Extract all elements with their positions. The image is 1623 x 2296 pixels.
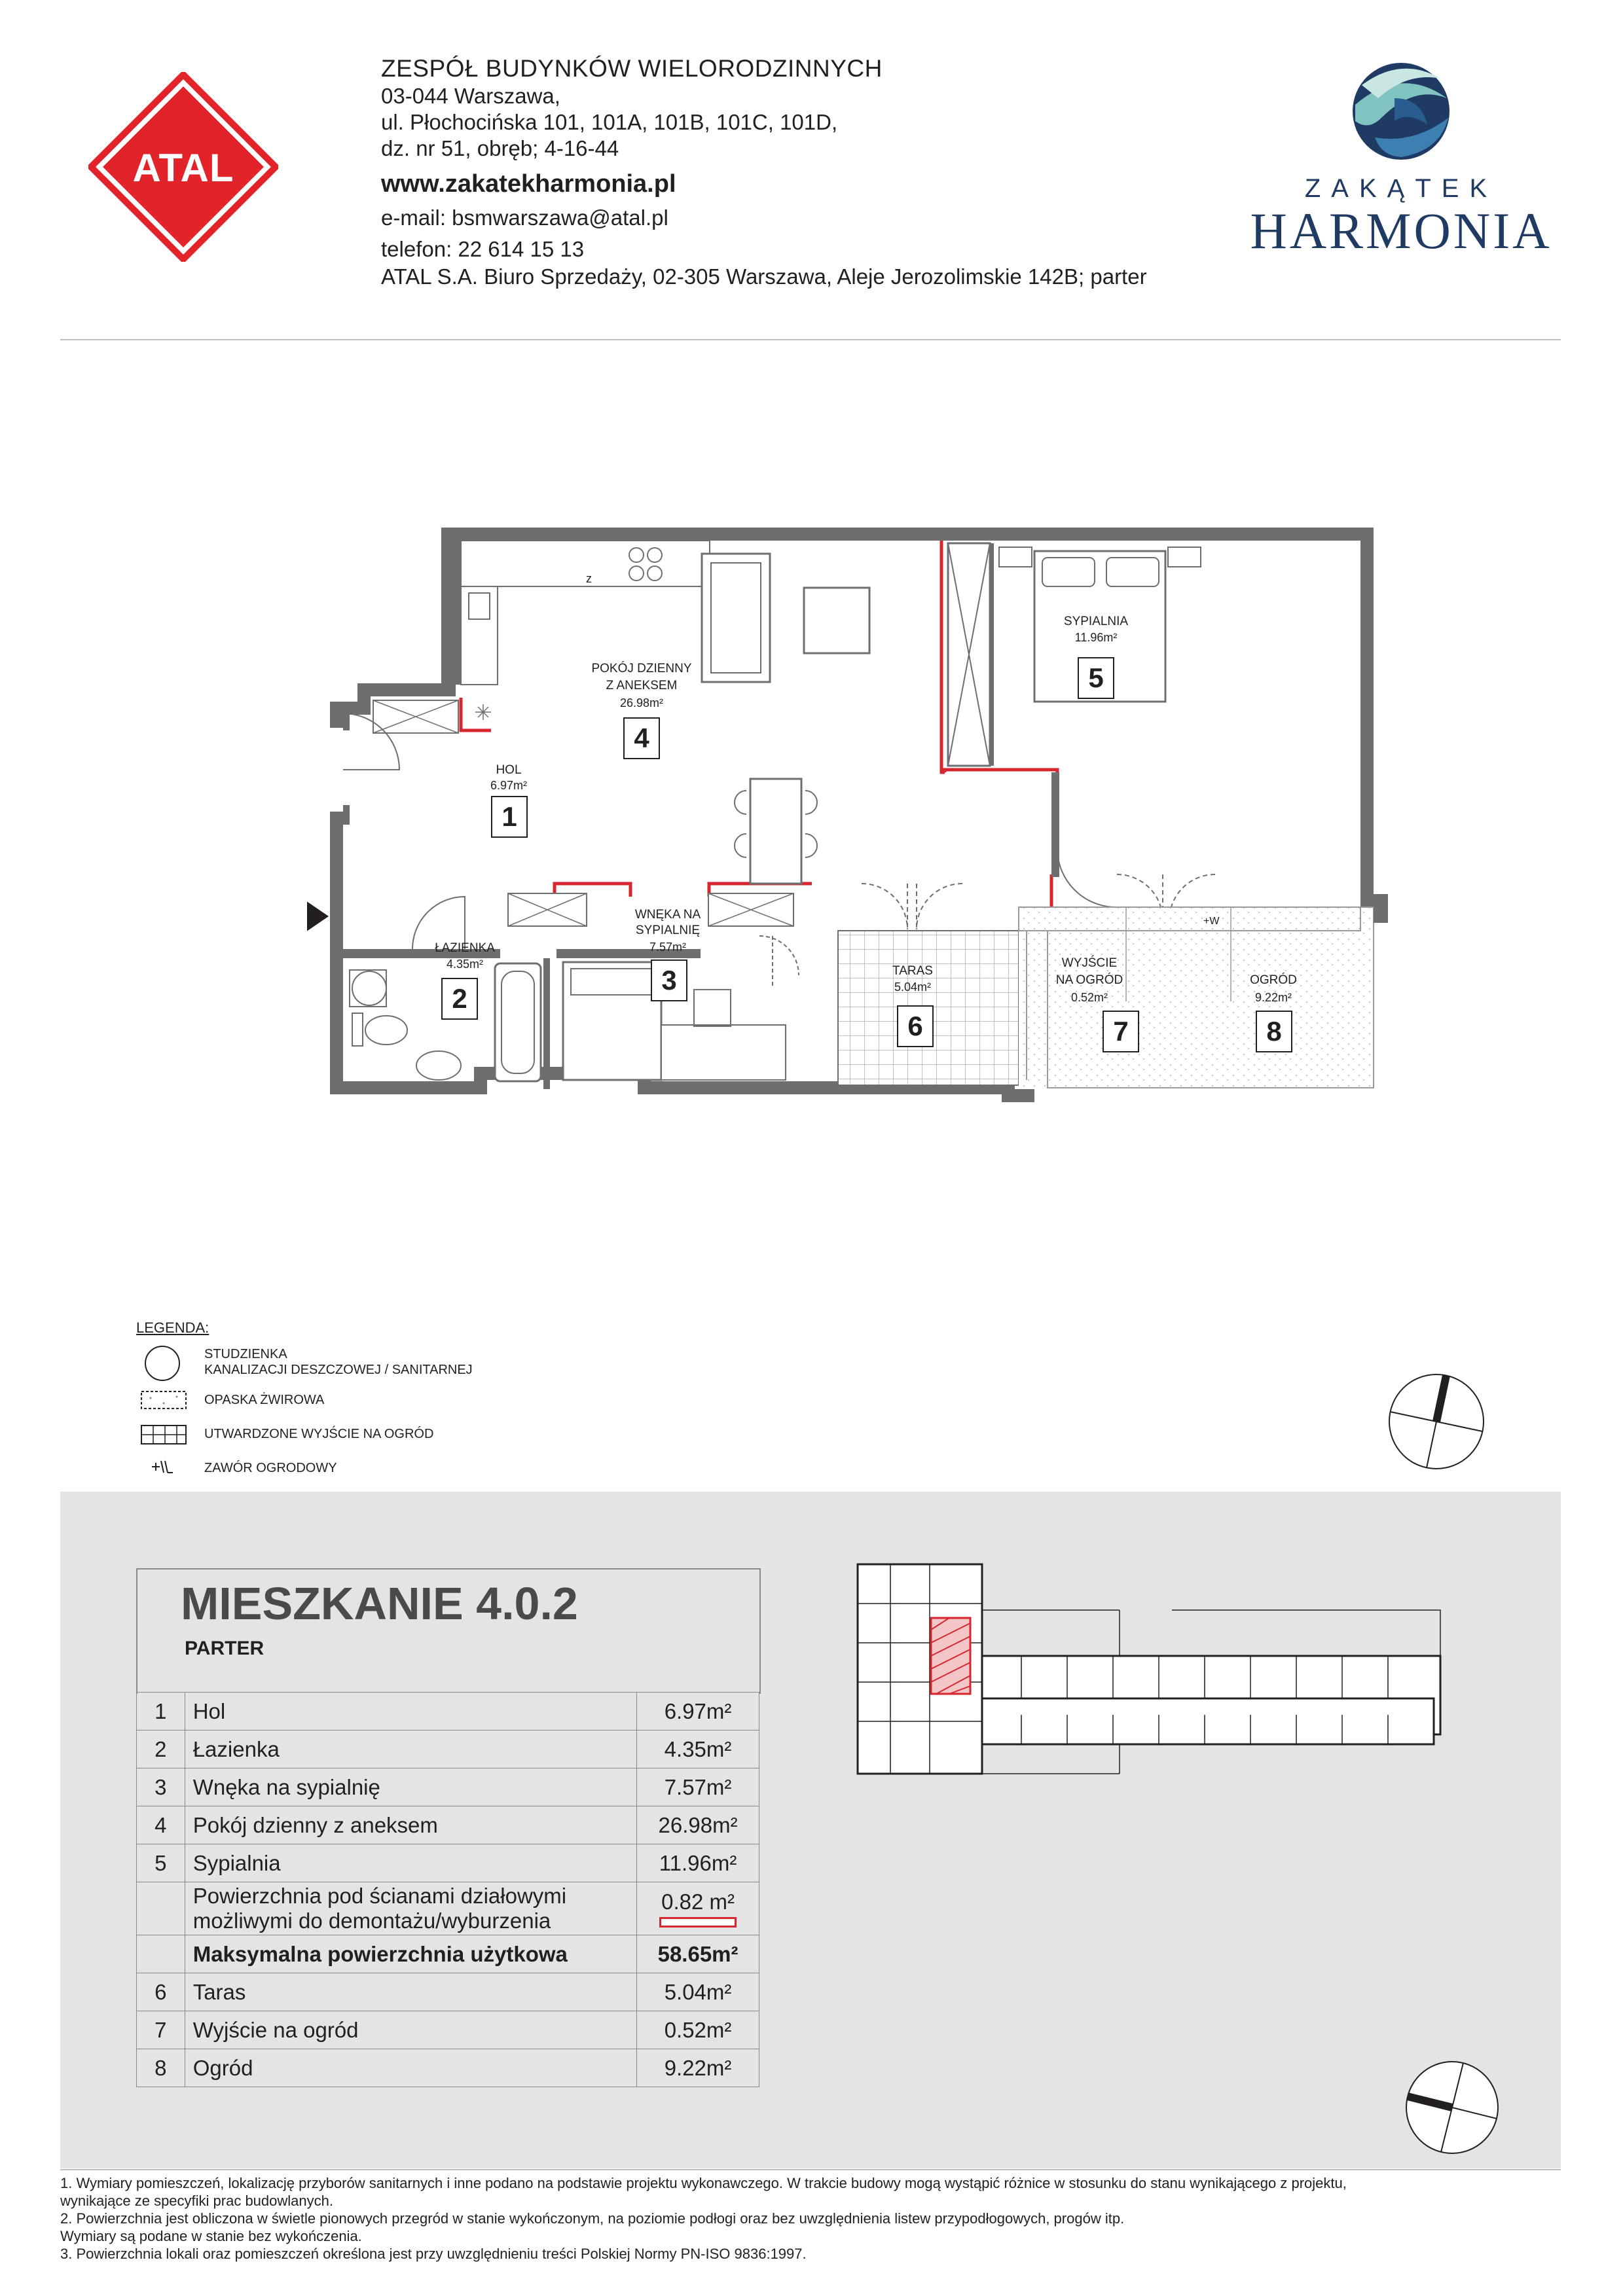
room-7-area: 0.52m² [1070, 991, 1108, 1004]
table-row [137, 1844, 759, 1882]
walls-row-value: 0.82 m² [661, 1890, 735, 1914]
rooms-table [136, 1692, 759, 2087]
room-1-area: 6.97m² [490, 779, 528, 792]
table-row [137, 1731, 759, 1768]
manhole-circle-icon [143, 1344, 182, 1383]
room-4-number: 4 [623, 717, 660, 759]
walls-row-line2: możliwymi do demontażu/wyburzenia [192, 1909, 551, 1933]
legend-gravel-text: OPASKA ŻWIROWA [204, 1393, 325, 1407]
row-name: Wnęka na sypialnię [185, 1768, 636, 1806]
room-6-number: 6 [897, 1005, 934, 1047]
footnote-2a: 2. Powierzchnia jest obliczona w świetle pionowych przegród w stanie wykończonym, na poziomie podłogi oraz bez uwzględnienia listew przypodłogowych, progów itp. [60, 2210, 1125, 2227]
room-4-area: 26.98m² [619, 696, 664, 709]
gravel-band-icon [140, 1390, 187, 1410]
room-3-name-line2: SYPIALNIĘ [635, 924, 701, 937]
unit-floor: PARTER [185, 1638, 264, 1659]
table-row [137, 1973, 759, 2011]
max-area-value: 58.65m² [637, 1935, 759, 1973]
row-value: 7.57m² [637, 1768, 759, 1806]
address-line-2: ul. Płochocińska 101, 101A, 101B, 101C, 101D, [381, 110, 838, 134]
footnote-1b: wynikające ze specyfiki prac budowlanych. [60, 2193, 333, 2209]
table-row [137, 1768, 759, 1806]
row-value: 6.97m² [637, 1693, 759, 1731]
website-link[interactable]: www.zakatekharmonia.pl [381, 170, 676, 198]
phone-text: telefon: 22 614 15 13 [381, 237, 585, 261]
table-row [137, 1806, 759, 1844]
email-link[interactable]: e-mail: bsmwarszawa@atal.pl [381, 206, 668, 230]
room-7-name-line1: WYJŚCIE [1061, 956, 1118, 970]
room-8-number: 8 [1256, 1011, 1292, 1052]
row-value: 0.52m² [637, 2011, 759, 2049]
room-6-area: 5.04m² [894, 980, 932, 994]
table-row [137, 2011, 759, 2049]
floor-plan [288, 517, 1388, 1119]
row-value: 26.98m² [637, 1806, 759, 1844]
room-5-number: 5 [1078, 657, 1114, 699]
atal-logo-text: ATAL [132, 146, 234, 190]
row-value: 9.22m² [637, 2049, 759, 2087]
atal-logo [88, 72, 278, 262]
footnotes-divider [60, 2169, 1561, 2170]
walls-red-marker [659, 1917, 737, 1928]
row-num: 3 [137, 1768, 185, 1806]
row-name: Ogród [185, 2049, 636, 2087]
legend-paved-text: UTWARDZONE WYJŚCIE NA OGRÓD [204, 1427, 434, 1441]
row-num: 8 [137, 2049, 185, 2087]
address-line-1: 03-044 Warszawa, [381, 84, 560, 108]
row-num: 4 [137, 1806, 185, 1844]
table-row [137, 1693, 759, 1731]
entrance-arrow [307, 902, 329, 931]
row-num: 1 [137, 1693, 185, 1731]
legend-manhole-line2: KANALIZACJI DESZCZOWEJ / SANITARNEJ [204, 1363, 473, 1377]
row-num: 5 [137, 1844, 185, 1882]
footnote-2b: Wymiary są podane w stanie bez wykończenia. [60, 2228, 362, 2244]
building-key-plan [831, 1558, 1460, 1780]
room-4-name-line1: POKÓJ DZIENNY [591, 662, 692, 675]
row-num: 2 [137, 1731, 185, 1768]
row-num: 7 [137, 2011, 185, 2049]
room-2-area: 4.35m² [446, 958, 484, 971]
room-7-number: 7 [1103, 1011, 1139, 1052]
row-name: Sypialnia [185, 1844, 636, 1882]
room-1-name: HOL [496, 763, 522, 777]
room-2-name: ŁAZIENKA [435, 941, 495, 955]
stove-marker: z [586, 572, 592, 585]
room-6-name: TARAS [892, 964, 933, 978]
legend-valve-text: ZAWÓR OGRODOWY [204, 1461, 337, 1475]
north-compass-icon [1384, 1369, 1489, 1474]
room-4-name-line2: Z ANEKSEM [606, 679, 678, 692]
row-name: Pokój dzienny z aneksem [185, 1806, 636, 1844]
row-name: Wyjście na ogród [185, 2011, 636, 2049]
room-3-name-line1: WNĘKA NA [634, 908, 701, 922]
highlighted-unit [931, 1618, 970, 1694]
sales-office-text: ATAL S.A. Biuro Sprzedaży, 02-305 Warszawa, Aleje Jerozolimskie 142B; parter [381, 264, 1147, 289]
header-divider [60, 339, 1561, 340]
harmonia-logo [1244, 59, 1571, 268]
table-row [137, 2049, 759, 2087]
room-7-name-line2: NA OGRÓD [1055, 973, 1123, 987]
paved-exit-icon [140, 1424, 187, 1445]
legend-title: LEGENDA: [136, 1319, 210, 1336]
walls-row [137, 1882, 759, 1935]
legend-manhole-line1: STUDZIENKA [204, 1347, 287, 1361]
row-value: 5.04m² [637, 1973, 759, 2011]
row-name: Hol [185, 1693, 636, 1731]
address-line-3: dz. nr 51, obręb; 4-16-44 [381, 136, 619, 160]
unit-title: MIESZKANIE 4.0.2 [181, 1578, 578, 1629]
valve-marker: +W [1203, 916, 1220, 927]
row-name: Taras [185, 1973, 636, 2011]
row-value: 4.35m² [637, 1731, 759, 1768]
row-num: 6 [137, 1973, 185, 2011]
room-8-area: 9.22m² [1254, 991, 1292, 1004]
north-compass-small-icon [1401, 2056, 1503, 2159]
garden-valve-icon [149, 1457, 175, 1477]
room-3-number: 3 [651, 960, 687, 1001]
row-value: 11.96m² [637, 1844, 759, 1882]
room-1-number: 1 [491, 796, 528, 838]
room-2-number: 2 [441, 978, 478, 1020]
harmonia-emblem-icon [1244, 59, 1571, 170]
harmonia-logo-line2: HARMONIA [1250, 202, 1552, 259]
room-5-area: 11.96m² [1074, 631, 1118, 644]
harmonia-logo-line1: ZAKĄTEK [1304, 174, 1498, 203]
project-title: ZESPÓŁ BUDYNKÓW WIELORODZINNYCH [381, 55, 883, 82]
max-area-label: Maksymalna powierzchnia użytkowa [185, 1935, 636, 1973]
footnote-3: 3. Powierzchnia lokali oraz pomieszczeń określona jest przy uwzględnieniu treści Polskiej Normy PN-ISO 9836:1997. [60, 2246, 807, 2262]
room-5-name: SYPIALNIA [1063, 615, 1129, 628]
row-name: Łazienka [185, 1731, 636, 1768]
walls-row-line1: Powierzchnia pod ścianami działowymi [192, 1884, 567, 1908]
room-3-area: 7.57m² [649, 941, 687, 954]
room-8-name: OGRÓD [1250, 973, 1297, 987]
max-area-row [137, 1935, 759, 1973]
footnote-1a: 1. Wymiary pomieszczeń, lokalizację przyborów sanitarnych i inne podano na podstawie projektu wykonawczego. W trakcie budowy mogą wystąpić różnice w stosunku do stanu wynikającego z projektu, [60, 2175, 1347, 2191]
